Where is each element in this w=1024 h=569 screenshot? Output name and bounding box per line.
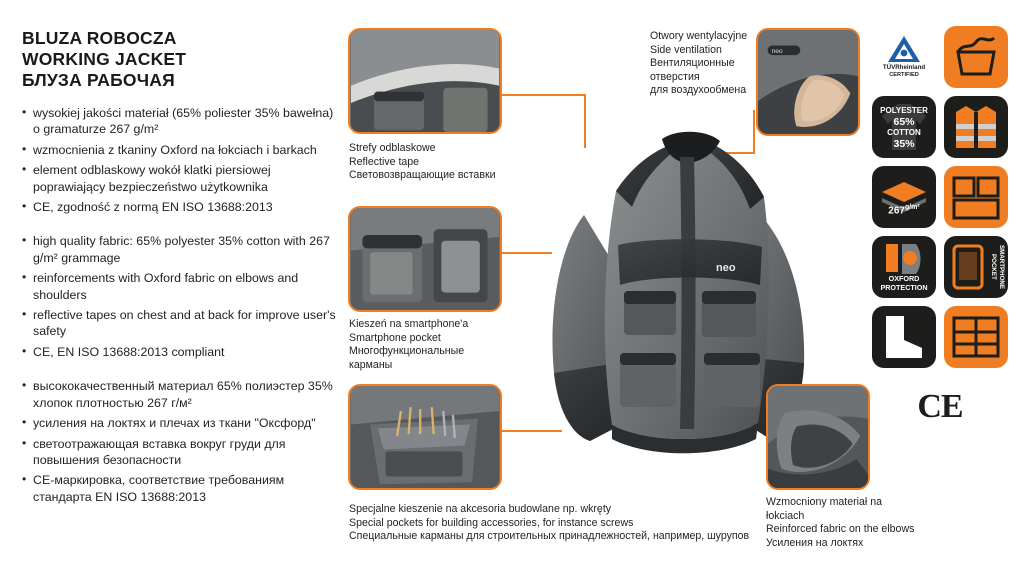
boot-icon [872,306,936,368]
caption-ventilation: Otwory wentylacyjne Side ventilation Вентиляционные отверстия для воздухообмена [650,30,748,97]
list-item: • CE, zgodność z normą EN ISO 13688:2013 [22,199,342,215]
ce-label: CE [917,388,963,425]
composition-label: POLYESTER 65% COTTON 35% [880,106,928,150]
svg-text:neo: neo [716,262,736,274]
caption-reflective: Strefy odblaskowe Reflective tape Световозвращающие вставки [349,142,496,182]
icon-row [872,306,1008,368]
icon-row [872,236,1008,298]
list-item: • reinforcements with Oxford fabric on elbows and shoulders [22,270,342,303]
photo-tool-image [350,386,500,488]
list-item: • CE, EN ISO 13688:2013 compliant [22,344,342,360]
title-en: WORKING JACKET [22,49,187,69]
title-ru: БЛУЗА РАБОЧАЯ [22,70,175,90]
pockets-icon [944,166,1008,228]
list-item: • высококачественный материал 65% полиэстер 35% хлопок плотностью 267 г/м² [22,378,342,411]
footwear-icon [872,306,936,368]
icon-column [872,26,1008,446]
photo-tool-pocket [348,384,502,490]
fabric-layers-icon [872,166,936,228]
size-chart-icon [944,306,1008,368]
photo-reflective-tape [348,28,502,134]
photo-elbow-image [768,386,868,488]
ce-mark-icon [872,376,1008,438]
tuv-label: TÜVRheinland CERTIFIED [882,64,926,78]
title-pl: BLUZA ROBOCZA [22,28,177,48]
grammage-label: $267^{g/m^2}$ [888,203,920,216]
list-item: • wysokiej jakości materiał (65% poliester 35% bawełna) o gramaturze 267 g/m² [22,105,342,138]
photo-ventilation [756,28,860,136]
grid-icon [944,306,1008,368]
oxford-protection-icon [872,236,936,298]
photo-smartphone-pocket [348,206,502,312]
smartphone-pocket-icon [944,236,1008,298]
list-item: • high quality fabric: 65% polyester 35% cotton with 267 g/m² grammage [22,233,342,266]
photo-reflective-image [350,30,500,132]
wash-tub-icon [944,26,1008,88]
list-item: • светоотражающая вставка вокруг груди для повышения безопасности [22,436,342,469]
list-item: • wzmocnienia z tkaniny Oxford na łokciach i barkach [22,142,342,158]
caption-tools: Specjalne kieszenie na akcesoria budowlane np. wkręty Special pockets for building accessories, for instance screws Специальные карманы для строительных принадлежностей, например, шурупов [349,503,750,543]
icon-row [872,26,1008,88]
grammage-icon [872,166,936,228]
features-en [22,233,342,360]
tuv-certified-icon [872,26,936,88]
caption-smartphone: Kieszeń na smartphone'a Smartphone pocket Многофункциональные карманы [349,318,469,371]
list-item: • element odblaskowy wokół klatki piersiowej poprawiający bezpieczeństwo użytkownika [22,162,342,195]
text-column [22,28,342,523]
photo-ventilation-image [758,30,858,134]
washing-care-icon [944,26,1008,88]
svg-text:neo: neo [771,48,783,56]
caption-elbow: Wzmocniony materiał na łokciach Reinforced fabric on the elbows Усиления на локтях [766,496,915,549]
photo-elbow-reinforcement [766,384,870,490]
list-item: • CE-маркировка, соответствие требованиям стандарта EN ISO 13688:2013 [22,472,342,505]
list-item: • усиления на локтях и плечах из ткани "Оксфорд" [22,415,342,431]
oxford-label: OXFORD PROTECTION [880,274,928,292]
photo-smartphone-image [350,208,500,310]
fabric-composition-icon [872,96,936,158]
features-ru [22,378,342,505]
vest-icon [944,96,1008,158]
smartphone-pocket-label: SMARTPHONE POCKET [990,244,1005,289]
list-item: • reflective tapes on chest and at back for improve user's safety [22,307,342,340]
icon-row [872,96,1008,158]
features-pl [22,105,342,215]
page-title [22,28,342,91]
hi-vis-vest-icon [944,96,1008,158]
pocket-outline-icon [944,166,1008,228]
icon-row [872,166,1008,228]
icon-row [872,376,1008,438]
